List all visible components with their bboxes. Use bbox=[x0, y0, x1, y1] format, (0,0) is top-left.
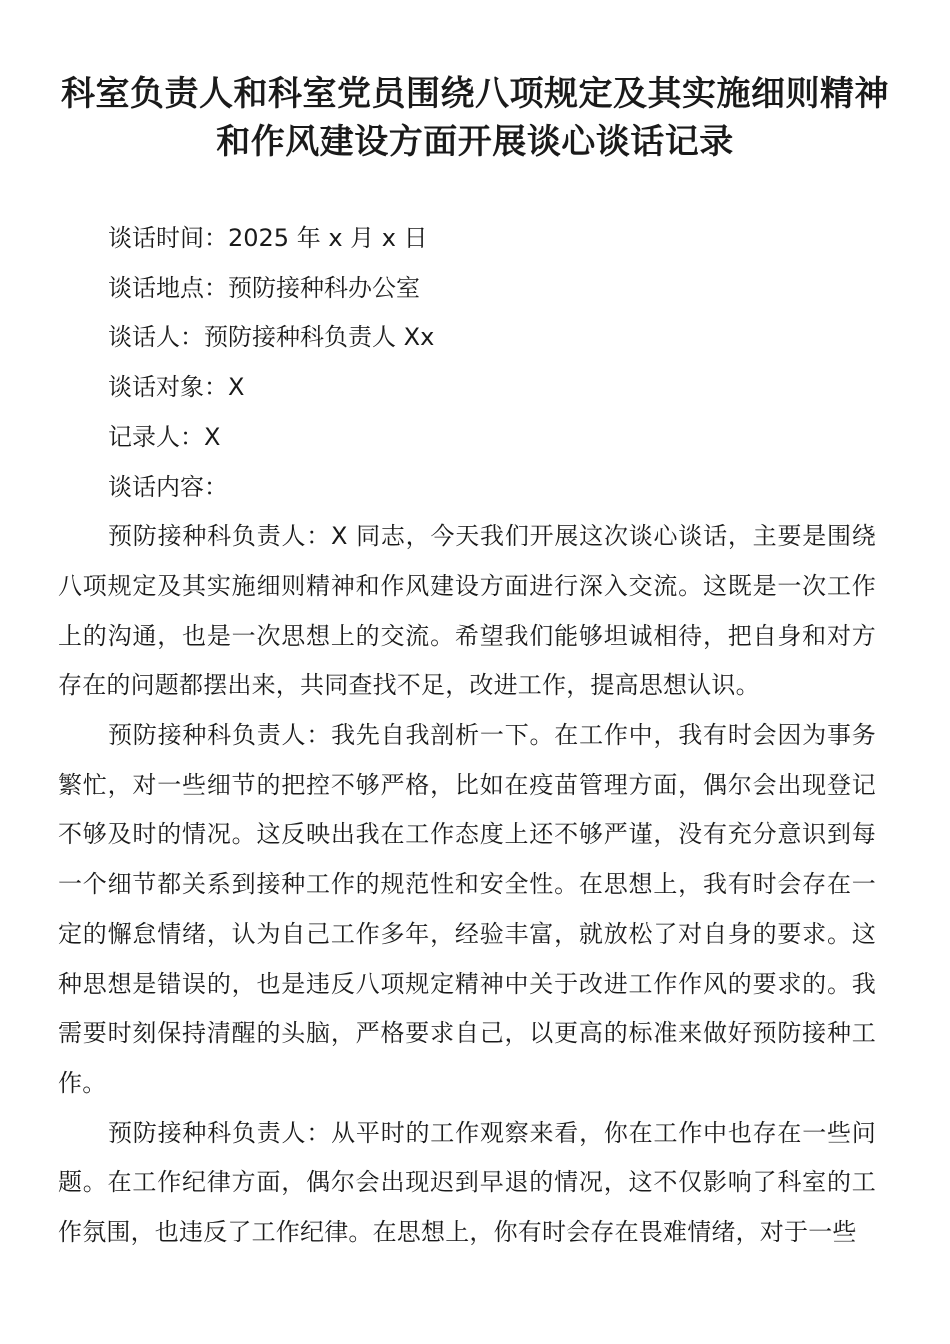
meta-content-label: 谈话内容： bbox=[108, 472, 228, 501]
document-title: 科室负责人和科室党员围绕八项规定及其实施细则精神和作风建设方面开展谈心谈话记录 bbox=[61, 74, 889, 162]
paragraph-1: 预防接种科负责人：X 同志，今天我们开展这次谈心谈话，主要是围绕八项规定及其实施细则精神和作风建设方面进行深入交流。这既是一次工作上的沟通，也是一次思想上的交流。希望我们能够坦诚相待，把自身和对方存在的问题都摆出来，共同查找不足，改进工作，提高思想认识。 bbox=[58, 522, 876, 700]
document-body bbox=[58, 214, 876, 1258]
paragraph-3: 预防接种科负责人：从平时的工作观察来看，你在工作中也存在一些问题。在工作纪律方面，偶尔会出现迟到早退的情况，这不仅影响了科室的工作氛围，也违反了工作纪律。在思想上，你有时会存在畏难情绪，对于一些 bbox=[58, 1118, 876, 1247]
meta-place: 谈话地点：预防接种科办公室 bbox=[108, 273, 420, 302]
meta-speaker: 谈话人：预防接种科负责人 Xx bbox=[108, 323, 435, 352]
meta-time: 谈话时间：2025 年 x 月 x 日 bbox=[108, 224, 428, 252]
meta-target: 谈话对象：X bbox=[108, 373, 245, 402]
meta-recorder: 记录人：X bbox=[108, 422, 221, 451]
paragraph-2: 预防接种科负责人：我先自我剖析一下。在工作中，我有时会因为事务繁忙，对一些细节的把控不够严格，比如在疫苗管理方面，偶尔会出现登记不够及时的情况。这反映出我在工作态度上还不够严谨，没有充分意识到每一个细节都关系到接种工作的规范性和安全性。在思想上，我有时会存在一定的懈怠情绪，认为自己工作多年，经验丰富，就放松了对自身的要求。这种思想是错误的，也是违反八项规定精神中关于改进工作作风的要求的。我需要时刻保持清醒的头脑，严格要求自己，以更高的标准来做好预防接种工作。 bbox=[58, 721, 876, 1097]
